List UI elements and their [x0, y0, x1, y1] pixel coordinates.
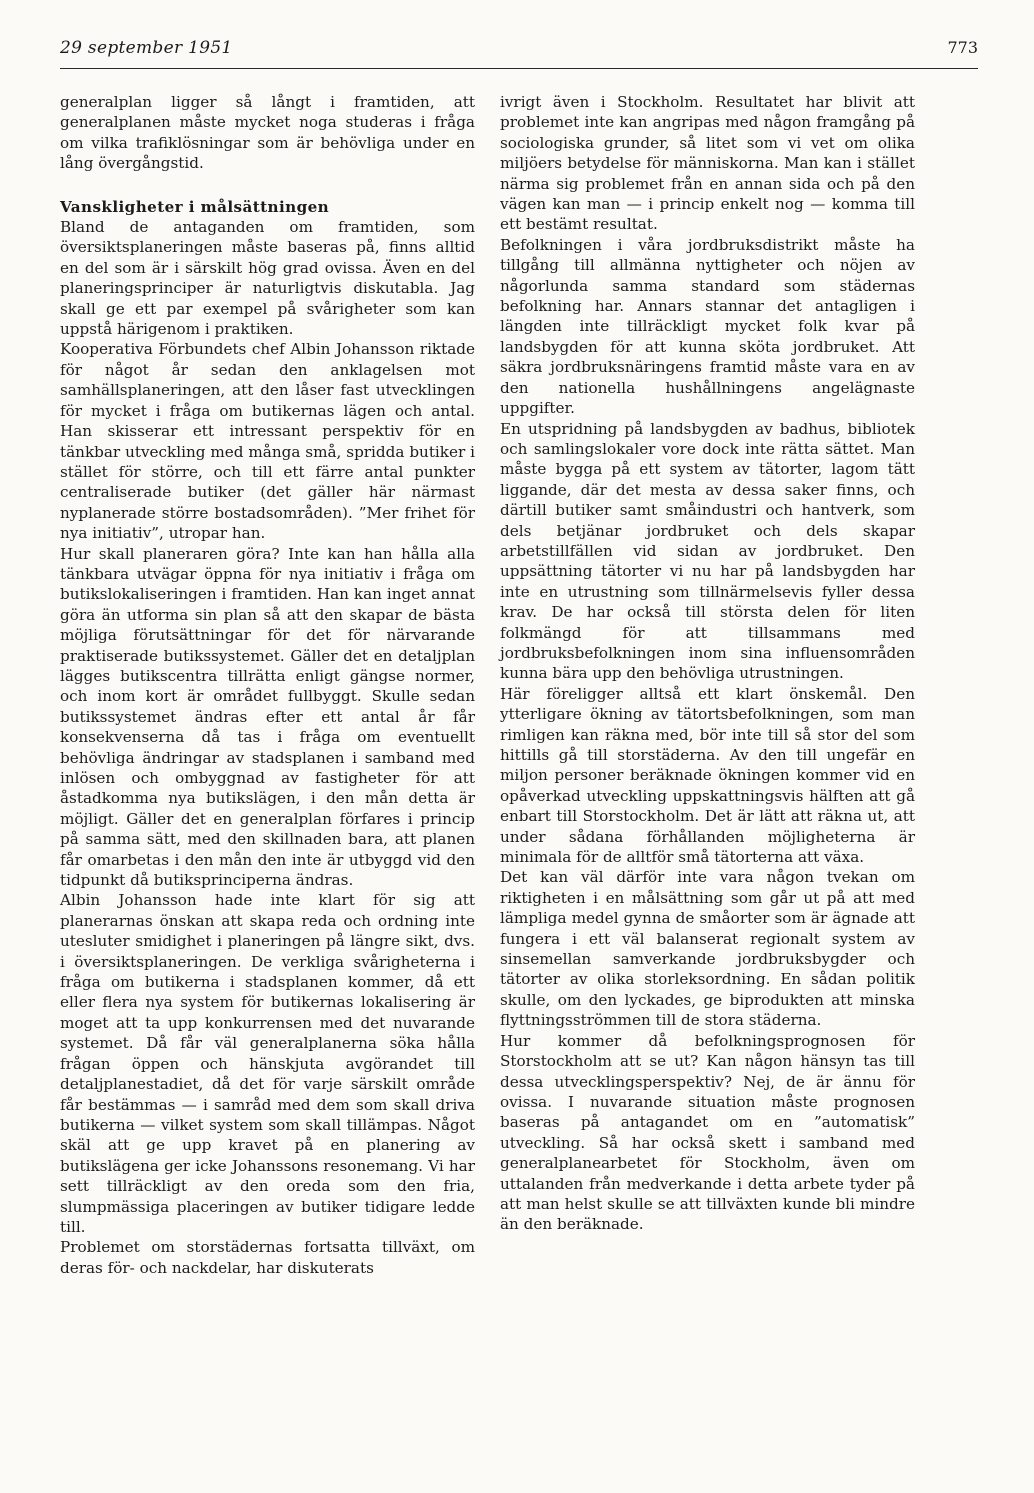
paragraph: En utspridning på landsbygden av badhus, bibliotek och samlingslokaler vore dock inte rätta sättet. Man måste bygga på ett system av tätorter, lagom tätt liggande, där det mesta av dessa saker finns, och därtill butiker samt småindustri och hantverk, som dels betjänar jordbruket och dels skapar arbetstillfällen vid sidan av jordbruket. Den uppsättning tätorter vi nu har på landsbygden har inte en utrustning som tillnärmelsevis fyller dessa krav. De har också till största delen för liten folkmängd för att tillsammans med jordbruksbefolkningen inom sina influensområden kunna bära upp den behövliga utrustningen. — [500, 419, 915, 683]
paragraph: Bland de antaganden om framtiden, som översiktsplaneringen måste baseras på, finns alltid en del som är i särskilt hög grad ovissa. Även en del planeringsprinciper är naturligtvis diskutabla. Jag skall ge ett par exempel på svårigheter som kan uppstå härigenom i praktiken. — [60, 218, 475, 339]
paragraph: Det kan väl därför inte vara någon tvekan om riktigheten i en målsättning som går ut på att med lämpliga medel gynna de småorter som är ägnade att fungera i ett väl balanserat regionalt system av sinsemellan samverkande jordbruksbygder och tätorter av olika storleksordning. En sådan politik skulle, om den lyckades, ge biprodukten att minska flyttningsströmmen till de stora städerna. — [500, 868, 915, 1030]
paragraph: Hur skall planeraren göra? Inte kan han hålla alla tänkbara utvägar öppna för nya initiativ i fråga om butikslokaliseringen i framtiden. Han kan inget annat göra än utforma sin plan så att den skapar de bästa möjliga förutsättningar för det för närvarande praktiserade butikssystemet. Gäller det en detaljplan lägges butikscentra tillrätta enligt gängse normer, och inom kort är området fullbyggt. Skulle sedan butikssystemet ändras efter ett antal år får konsekvenserna då tas i fråga om eventuellt behövliga ändringar av stadsplanen i samband med inlösen och ombyggnad av fastigheter för att åstadkomma nya butikslägen, i den mån detta är möjligt. Gäller det en generalplan förfares i princip på samma sätt, med den skillnaden bara, att planen får omarbetas i den mån den inte är utbyggd vid den tidpunkt då butiksprinciperna ändras. — [60, 544, 475, 890]
header-rule — [60, 68, 978, 69]
paragraph: Problemet om storstädernas fortsatta tillväxt, om deras för- och nackdelar, har diskuterats — [60, 1238, 475, 1277]
left-column — [60, 92, 475, 1278]
page-header — [60, 34, 978, 66]
paragraph: ivrigt även i Stockholm. Resultatet har blivit att problemet inte kan angripas med någon framgång på sociologiska grunder, så litet som vi vet om olika miljöers betydelse för människorna. Man kan i stället närma sig problemet från en annan sida och på den vägen kan man — i princip enkelt nog — komma till ett bestämt resultat. — [500, 93, 915, 234]
paragraph: generalplan ligger så långt i framtiden, att generalplanen måste mycket noga studeras i fråga om vilka trafiklösningar som är behövliga under en lång övergångstid. — [60, 93, 475, 173]
paragraph: Hur kommer då befolkningsprognosen för Storstockholm att se ut? Kan någon hänsyn tas till dessa utvecklingsperspektiv? Nej, de är ännu för ovissa. I nuvarande situation måste prognosen baseras på antagandet om en ”automatisk” utveckling. Så har också skett i samband med generalplanearbetet för Stockholm, även om uttalanden från medverkande i detta arbete tyder på att man helst skulle se att tillväxten kunde bli mindre än den beräknade. — [500, 1031, 915, 1234]
page-number: 773 — [947, 38, 978, 57]
right-column — [500, 92, 915, 1235]
header-date: 29 september 1951 — [60, 38, 233, 58]
paragraph: Kooperativa Förbundets chef Albin Johansson riktade för något år sedan den anklagelsen mot samhällsplaneringen, att den låser fast utvecklingen för mycket i fråga om butikernas lägen och antal. Han skisserar ett intressant perspektiv för en tänkbar utveckling med många små, spridda butiker i stället för större, och till ett färre antal punkter centraliserade butiker (det gäller här närmast nyplanerade större bostadsområden). ”Mer frihet för nya initiativ”, utropar han. — [60, 340, 475, 543]
section-heading: Vanskligheter i målsättningen — [60, 197, 330, 216]
paragraph: Albin Johansson hade inte klart för sig att planerarnas önskan att skapa reda och ordning inte utesluter smidighet i planeringen på längre sikt, dvs. i översiktsplaneringen. De verkliga svårigheterna i fråga om butikerna i stadsplanen kommer, då ett eller flera nya system för butikernas lokalisering är moget att ta upp konkurrensen med det nuvarande systemet. Då får väl generalplanerna söka hålla frågan öppen och hänskjuta avgörandet till detaljplanestadiet, då det för varje särskilt område får bestämmas — i samråd med dem som skall driva butikerna — vilket system som skall tillämpas. Något skäl att ge upp kravet på en planering av butikslägena ger icke Johanssons resonemang. Vi har sett tillräckligt av den oreda som den fria, slumpmässiga placeringen av butiker tidigare ledde till. — [60, 891, 475, 1236]
paragraph: Här föreligger alltså ett klart önskemål. Den ytterligare ökning av tätortsbefolkningen, som man rimligen kan räkna med, bör inte till så stor del som hittills gå till storstäderna. Av den till ungefär en miljon personer beräknade ökningen kommer vid en opåverkad utveckling uppskattningsvis hälften att gå enbart till Storstockholm. Det är lätt att räkna ut, att under sådana förhållanden möjligheterna är minimala för de alltför små tätorterna att växa. — [500, 684, 915, 867]
paragraph: Befolkningen i våra jordbruksdistrikt måste ha tillgång till allmänna nyttigheter och nöjen av någorlunda samma standard som städernas befolkning har. Annars stannar det antagligen i längden inte tillräckligt mycket folk kvar på landsbygden för att kunna sköta jordbruket. Att säkra jordbruksnäringens framtid måste vara en av den nationella hushållningens angelägnaste uppgifter. — [500, 235, 915, 418]
